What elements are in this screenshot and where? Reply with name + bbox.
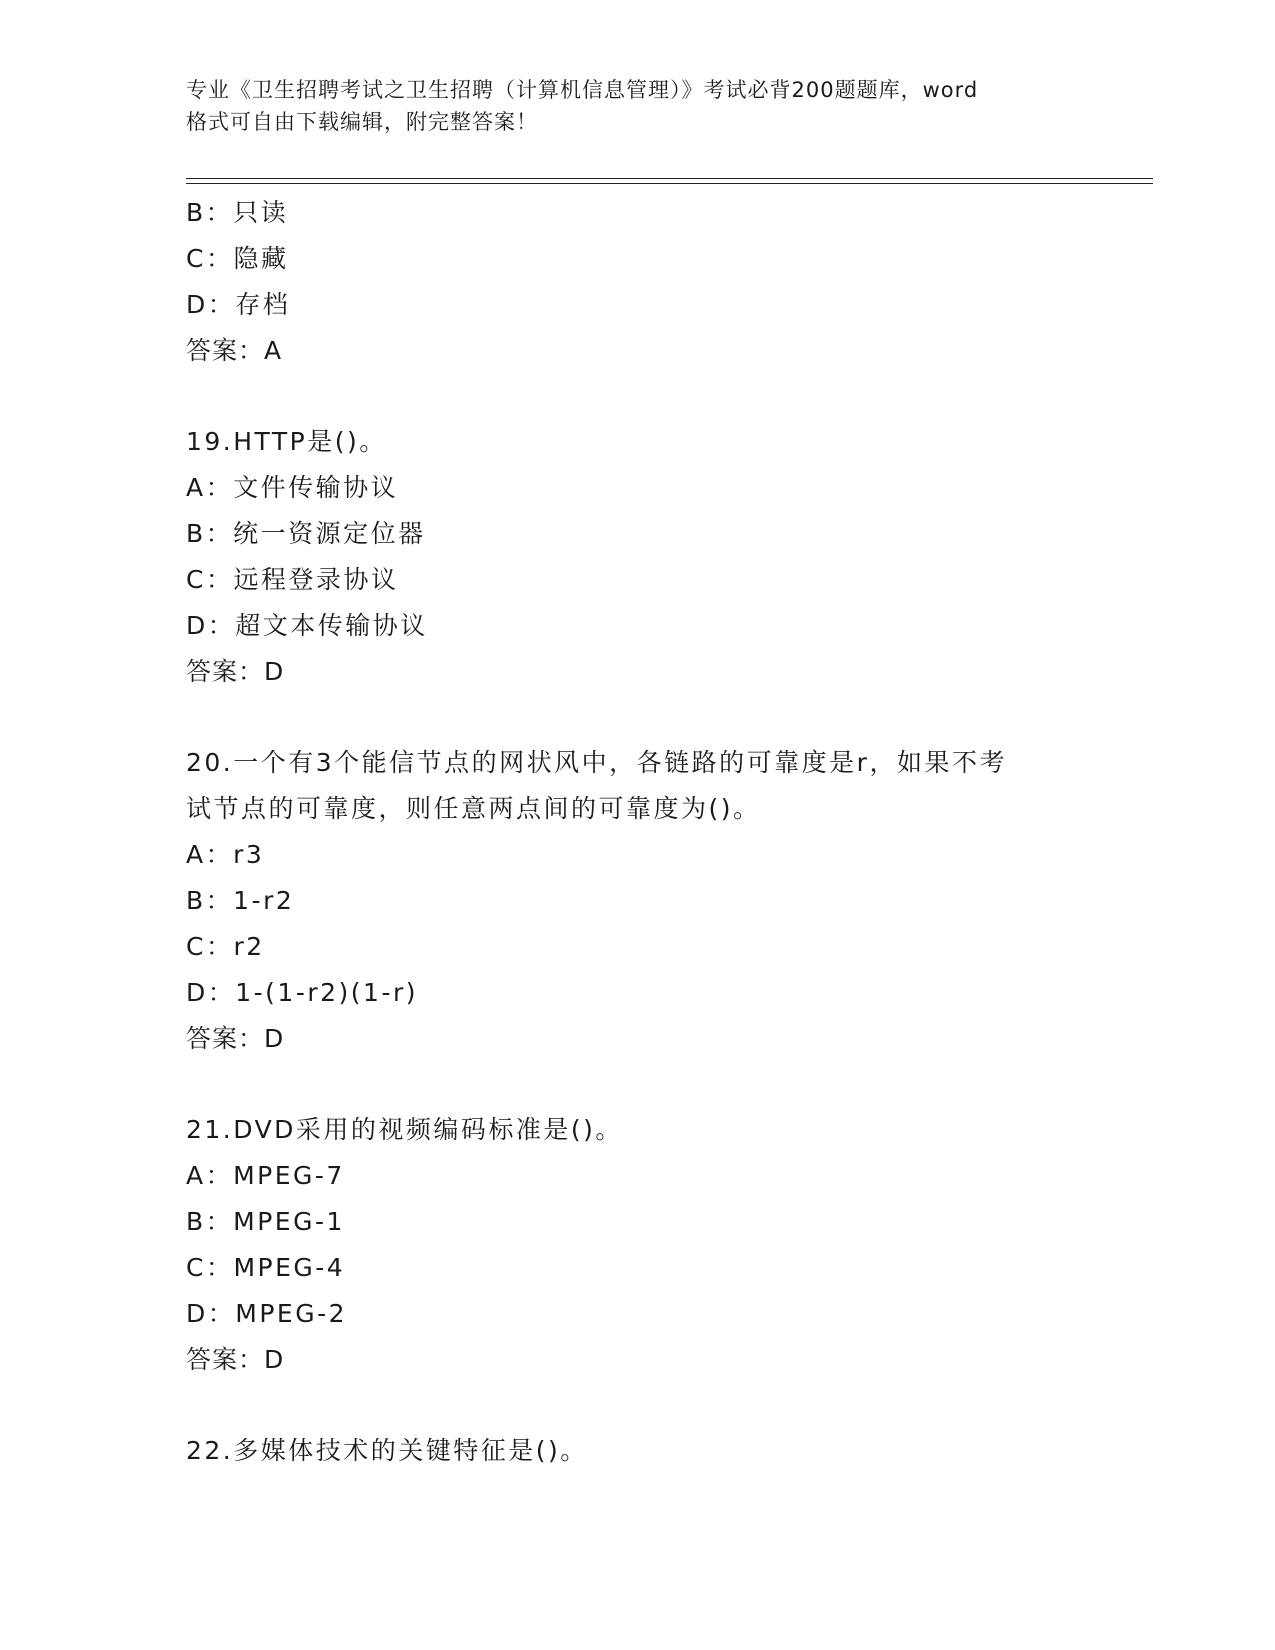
option-a: A：文件传输协议 [186, 473, 399, 502]
header-divider-bottom [186, 183, 1153, 184]
question-block-21 [186, 1107, 1086, 1383]
answer-line: 答案：D [186, 657, 285, 686]
option-d: D：MPEG-2 [186, 1299, 347, 1328]
header-title-line-1: 专业《卫生招聘考试之卫生招聘（计算机信息管理）》考试必背200题题库，word [186, 78, 979, 102]
option-b: B：统一资源定位器 [186, 519, 426, 548]
option-d: D：1-(1-r2)(1-r) [186, 978, 419, 1007]
question-text: 22.多媒体技术的关键特征是()。 [186, 1436, 588, 1465]
option-b: B：1-r2 [186, 886, 295, 915]
spacer [186, 374, 1086, 419]
answer-line: 答案：A [186, 336, 283, 365]
option-b: B：只读 [186, 198, 289, 227]
answer-line: 答案：D [186, 1345, 285, 1374]
question-text: 19.HTTP是()。 [186, 427, 387, 456]
question-block-22 [186, 1428, 1086, 1474]
question-block-20 [186, 740, 1086, 1062]
header-divider-top [186, 178, 1153, 179]
option-d: D：存档 [186, 290, 291, 319]
spacer [186, 695, 1086, 740]
option-b: B：MPEG-1 [186, 1207, 345, 1236]
option-c: C：MPEG-4 [186, 1253, 346, 1282]
option-c: C：r2 [186, 932, 265, 961]
option-d: D：超文本传输协议 [186, 611, 428, 640]
question-block-19 [186, 419, 1086, 695]
option-c: C：远程登录协议 [186, 565, 399, 594]
header-title-line-2: 格式可自由下载编辑，附完整答案！ [186, 110, 538, 134]
question-block-18 [186, 190, 1086, 374]
document-header [186, 74, 1086, 138]
option-a: A：MPEG-7 [186, 1161, 345, 1190]
question-text-line-2: 试节点的可靠度，则任意两点间的可靠度为()。 [186, 794, 761, 823]
answer-line: 答案：D [186, 1024, 285, 1053]
option-a: A：r3 [186, 840, 265, 869]
spacer [186, 1383, 1086, 1428]
question-text-line-1: 20.一个有3个能信节点的网状风中，各链路的可靠度是r，如果不考 [186, 748, 1007, 777]
option-c: C：隐藏 [186, 244, 289, 273]
question-list [186, 190, 1086, 1474]
spacer [186, 1062, 1086, 1107]
question-text: 21.DVD采用的视频编码标准是()。 [186, 1115, 623, 1144]
